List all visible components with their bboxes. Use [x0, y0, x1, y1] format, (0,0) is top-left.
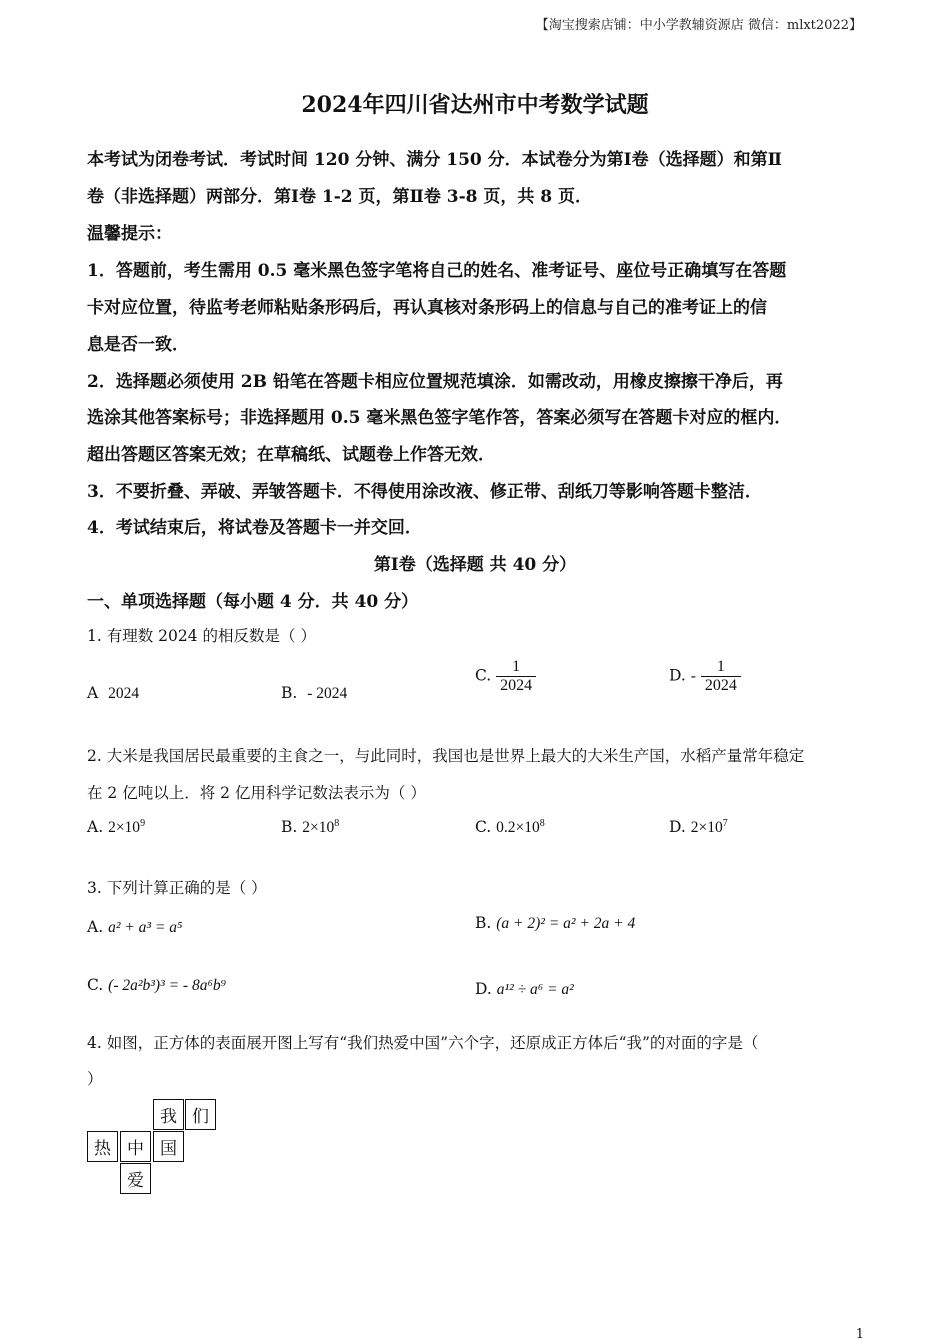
cube-net-cell: 热 — [87, 1131, 118, 1162]
q1-option-a: A 2024 — [87, 684, 140, 702]
q1-option-b: B. - 2024 — [281, 684, 348, 702]
q1-stem: 1. 有理数 2024 的相反数是（ ） — [87, 627, 316, 645]
fraction: $\frac{1}{2024}$ — [496, 658, 536, 695]
q4-stem-line-2: ） — [87, 1070, 103, 1088]
tip-line: 卡对应位置，待监考老师粘贴条形码后，再认真核对条形码上的信息与自己的准考证上的信 — [87, 298, 767, 318]
q4-stem-line-1: 4. 如图，正方体的表面展开图上写有“我们热爱中国”六个字，还原成正方体后“我”的对面的字是（ — [87, 1034, 759, 1052]
tip-line: 4．考试结束后，将试卷及答题卡一并交回． — [87, 518, 422, 538]
q3-option-a: A. a² + a³ = a⁵ — [87, 918, 183, 936]
page-number: 1 — [855, 1327, 864, 1342]
cube-net-cell: 中 — [120, 1131, 151, 1162]
q3-option-d: D. a¹² ÷ a⁶ = a² — [475, 980, 574, 998]
tip-line: 息是否一致． — [87, 335, 189, 355]
tip-line: 超出答题区答案无效；在草稿纸、试题卷上作答无效． — [87, 445, 495, 465]
tip-line: 选涂其他答案标号；非选择题用 0.5 毫米黑色签字笔作答，答案必须写在答题卡对应的框内． — [87, 408, 792, 428]
part-title: 一、单项选择题（每小题 4 分．共 40 分） — [87, 592, 419, 612]
q3-option-c: C. (- 2a²b³)³ = - 8a⁶b⁹ — [87, 976, 226, 994]
q2-stem-line-2: 在 2 亿吨以上．将 2 亿用科学记数法表示为（ ） — [87, 784, 426, 802]
q1-option-d: D. - $\frac{1}{2024}$ — [669, 658, 741, 695]
q3-option-b: B. (a + 2)² = a² + 2a + 4 — [475, 914, 636, 932]
section-title: 第Ⅰ卷（选择题 共 40 分） — [373, 555, 577, 575]
cube-net-cell: 爱 — [120, 1163, 151, 1194]
cube-net-cell: 国 — [153, 1131, 184, 1162]
cube-net-cell: 我 — [153, 1099, 184, 1130]
tips-label: 温馨提示： — [87, 224, 172, 244]
q1-option-c: C. $\frac{1}{2024}$ — [475, 658, 536, 695]
cube-net-cell: 们 — [185, 1099, 216, 1130]
intro-line-1: 本考试为闭卷考试．考试时间 120 分钟、满分 150 分．本试卷分为第Ⅰ卷（选择题）和第Ⅱ — [87, 150, 782, 170]
q3-stem: 3. 下列计算正确的是（ ） — [87, 879, 267, 897]
q2-option-c: C. $0.2\times 10^8$ — [475, 817, 545, 836]
intro-line-2: 卷（非选择题）两部分．第Ⅰ卷 1-2 页，第Ⅱ卷 3-8 页，共 8 页． — [87, 187, 593, 207]
tip-line: 1．答题前，考生需用 0.5 毫米黑色签字笔将自己的姓名、准考证号、座位号正确填写在答题 — [87, 261, 787, 281]
q2-option-a: A. $2\times 10^9$ — [87, 817, 146, 836]
tip-line: 3．不要折叠、弄破、弄皱答题卡．不得使用涂改液、修正带、刮纸刀等影响答题卡整洁． — [87, 482, 762, 502]
page-title: 2024年四川省达州市中考数学试题 — [301, 92, 649, 118]
q2-option-d: D. $2\times 10^7$ — [669, 817, 728, 836]
header-note: 【淘宝搜索店铺：中小学教辅资源店 微信：mlxt2022】 — [535, 18, 862, 33]
q2-option-b: B. $2\times 10^8$ — [281, 817, 340, 836]
q2-stem-line-1: 2. 大米是我国居民最重要的主食之一，与此同时，我国也是世界上最大的大米生产国，水稻产量常年稳定 — [87, 747, 805, 765]
tip-line: 2．选择题必须使用 2B 铅笔在答题卡相应位置规范填涂．如需改动，用橡皮擦擦干净后，再 — [87, 372, 783, 392]
fraction: $\frac{1}{2024}$ — [701, 658, 741, 695]
